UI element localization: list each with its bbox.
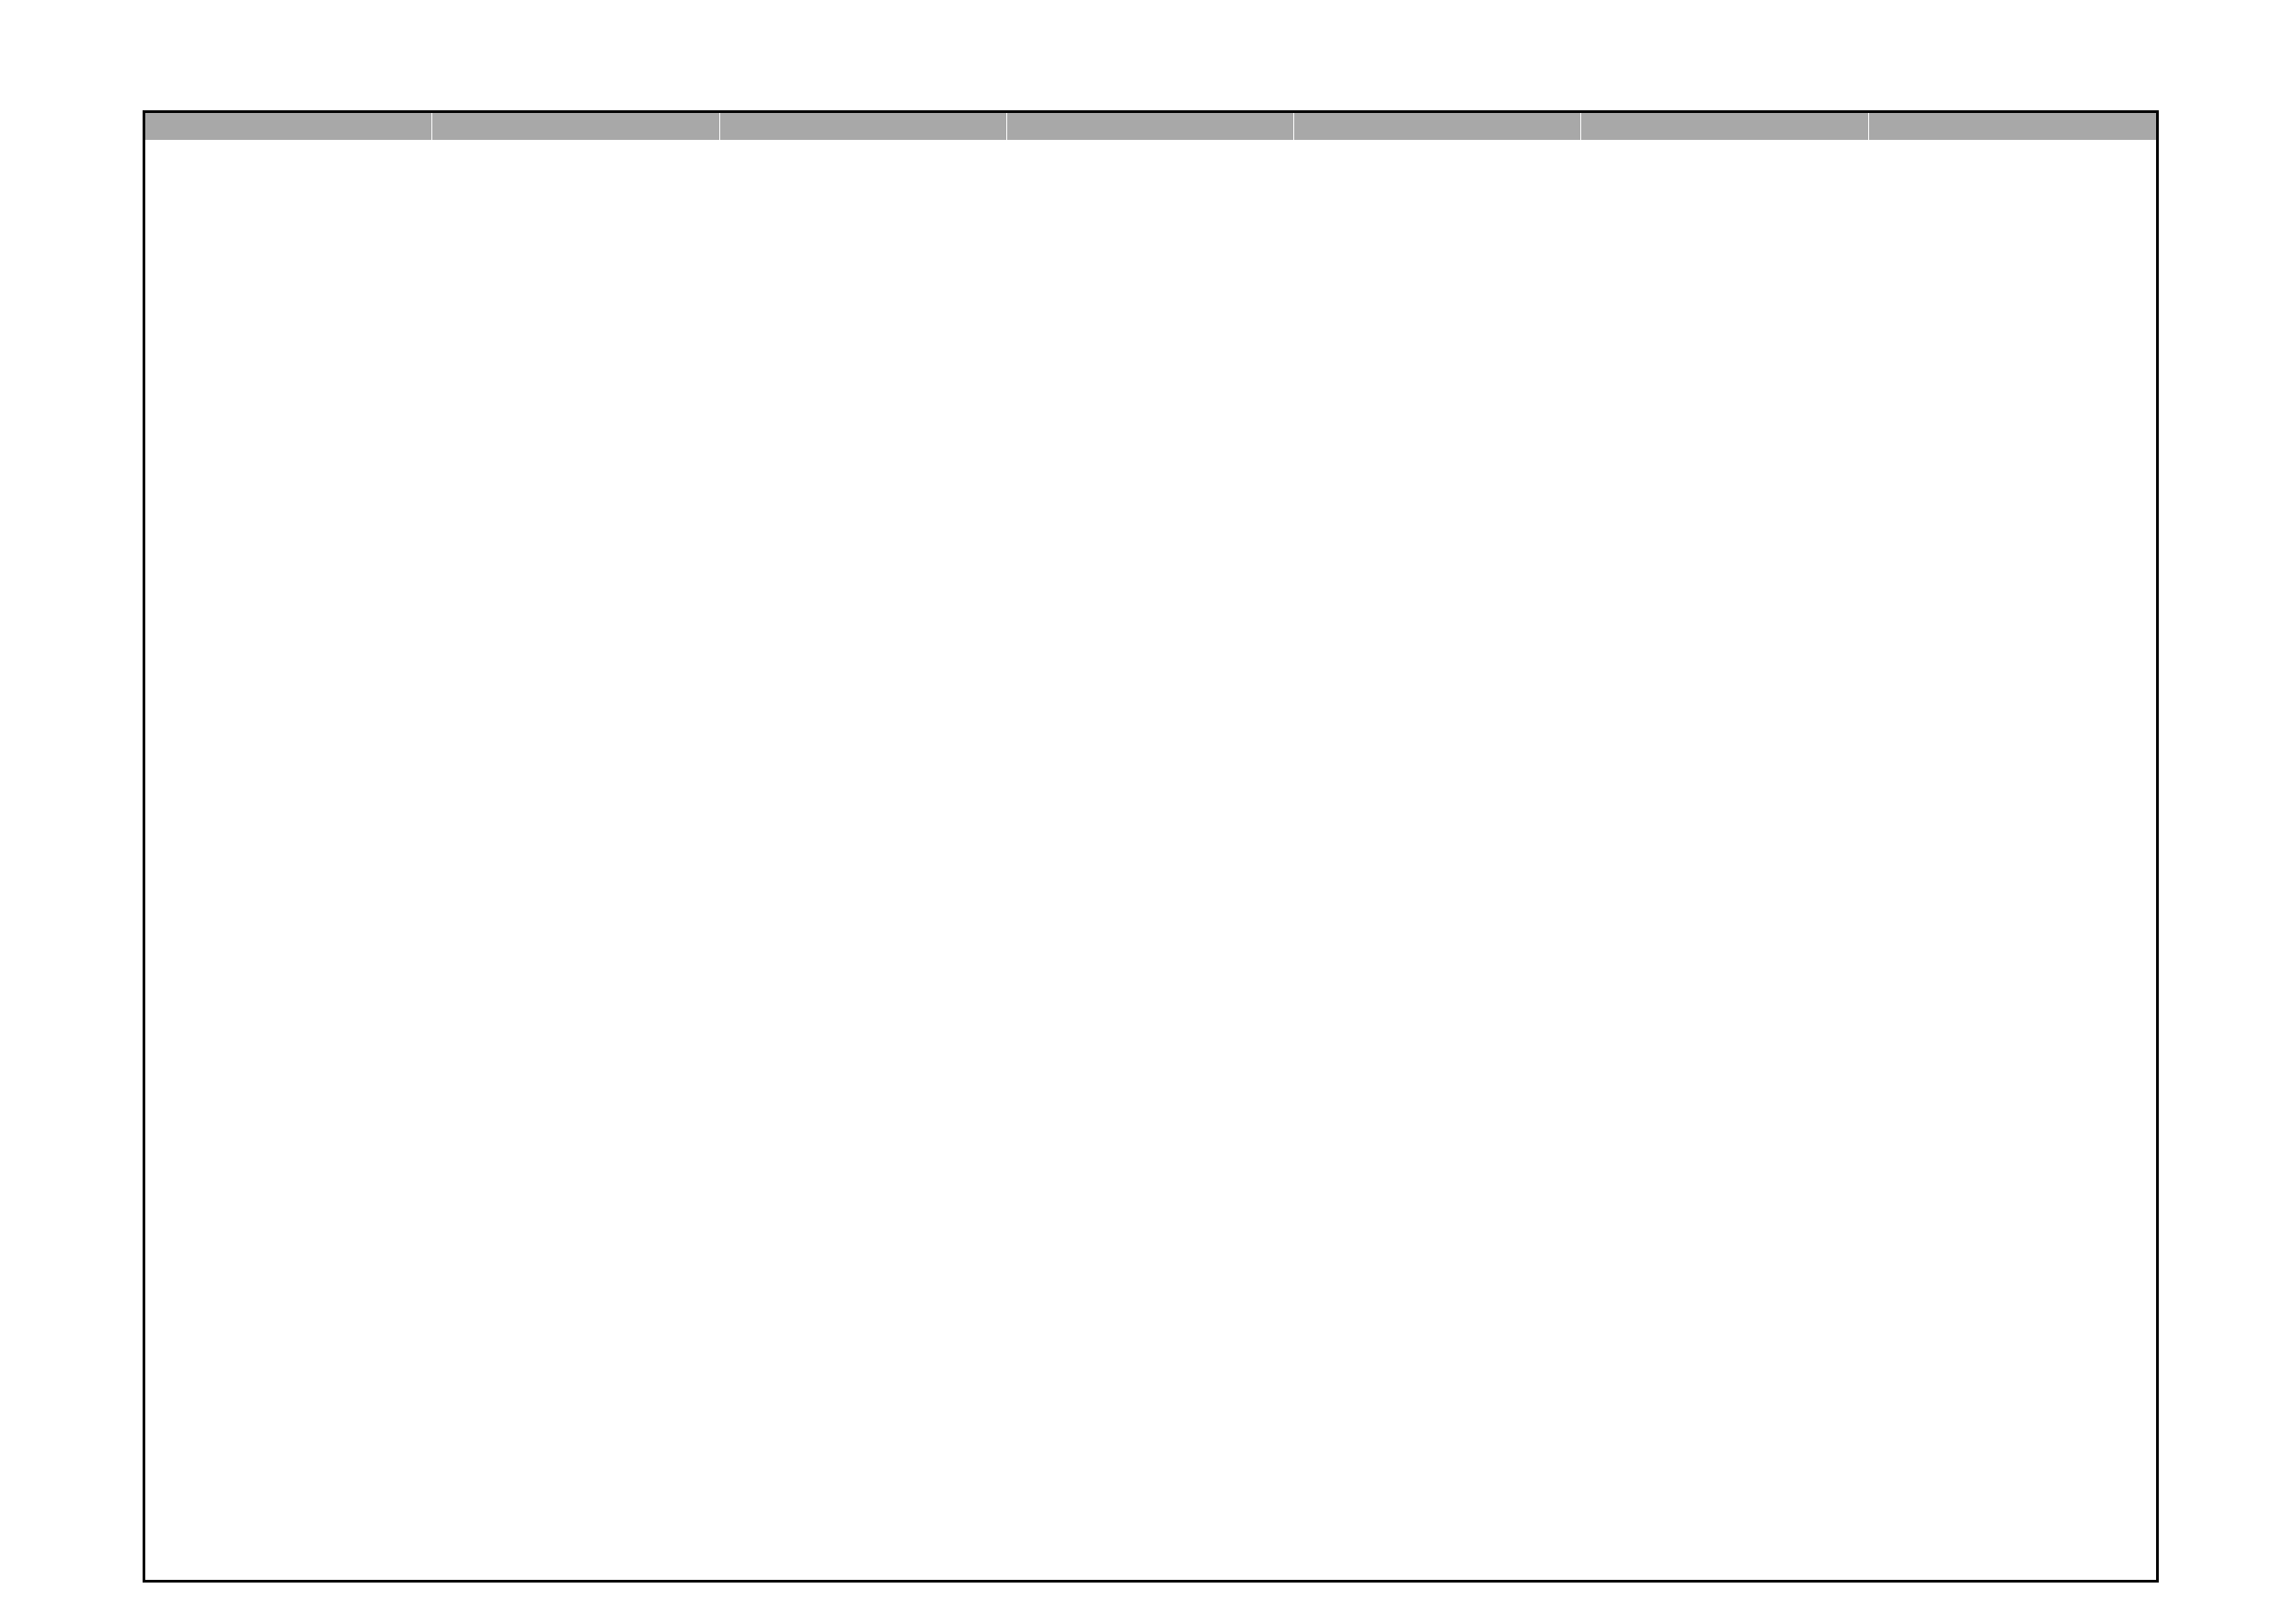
- page-title: [154, 36, 267, 117]
- weekday-sat: [1869, 113, 2156, 140]
- weekday-tue: [720, 113, 1007, 140]
- weekday-sun: [145, 113, 432, 140]
- weekday-header: [145, 113, 2156, 140]
- weekday-fri: [1581, 113, 1868, 140]
- weekday-mon: [432, 113, 719, 140]
- weekday-wed: [1007, 113, 1294, 140]
- weekday-thu: [1294, 113, 1581, 140]
- calendar-grid: [143, 110, 2159, 1583]
